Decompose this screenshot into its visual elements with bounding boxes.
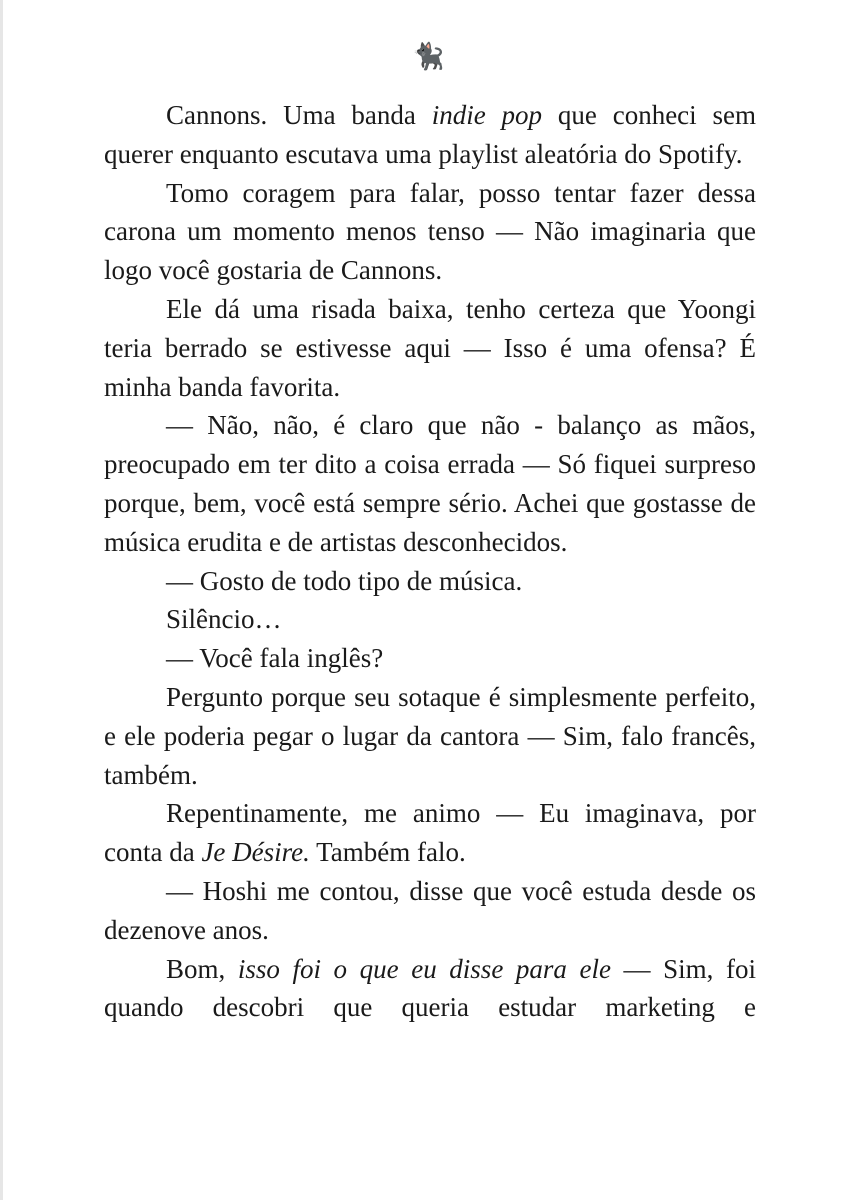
- page-edge: [0, 0, 3, 1200]
- paragraph-7: — Você fala inglês?: [166, 643, 384, 674]
- paragraph-8: Pergunto porque seu sotaque é simplesmente perfeito, e ele poderia pegar o lugar da cantora — Sim, falo francês, também.: [104, 681, 756, 790]
- page-text: [104, 96, 756, 1027]
- paragraph-11: Bom, isso foi o que eu disse para ele — Sim, foi quando descobri que queria estudar marketing e: [104, 953, 757, 1023]
- paragraph-6: Silêncio…: [166, 604, 282, 635]
- paragraph-1: Cannons. Uma banda indie pop que conheci sem querer enquanto escutava uma playlist aleatória do Spotify.: [104, 100, 756, 169]
- paragraph-3: Ele dá uma risada baixa, tenho certeza que Yoongi teria berrado se estivesse aqui — Isso é uma ofensa? É minha banda favorita.: [104, 293, 756, 402]
- paragraph-5: — Gosto de todo tipo de música.: [166, 565, 523, 596]
- paragraph-9: Repentinamente, me animo — Eu imaginava, por conta da Je Désire. Também falo.: [104, 798, 756, 868]
- cat-icon: 🐈‍⬛: [412, 42, 445, 72]
- paragraph-4: — Não, não, é claro que não - balanço as mãos, preocupado em ter dito a coisa errada — Só fiquei surpreso porque, bem, você está sempre sério. Achei que gostasse de música erudita e de artistas desconhecidos.: [104, 410, 756, 557]
- paragraph-10: — Hoshi me contou, disse que você estuda desde os dezenove anos.: [104, 875, 756, 945]
- paragraph-2: Tomo coragem para falar, posso tentar fazer dessa carona um momento menos tenso — Não imaginaria que logo você gostaria de Cannons.: [104, 177, 756, 286]
